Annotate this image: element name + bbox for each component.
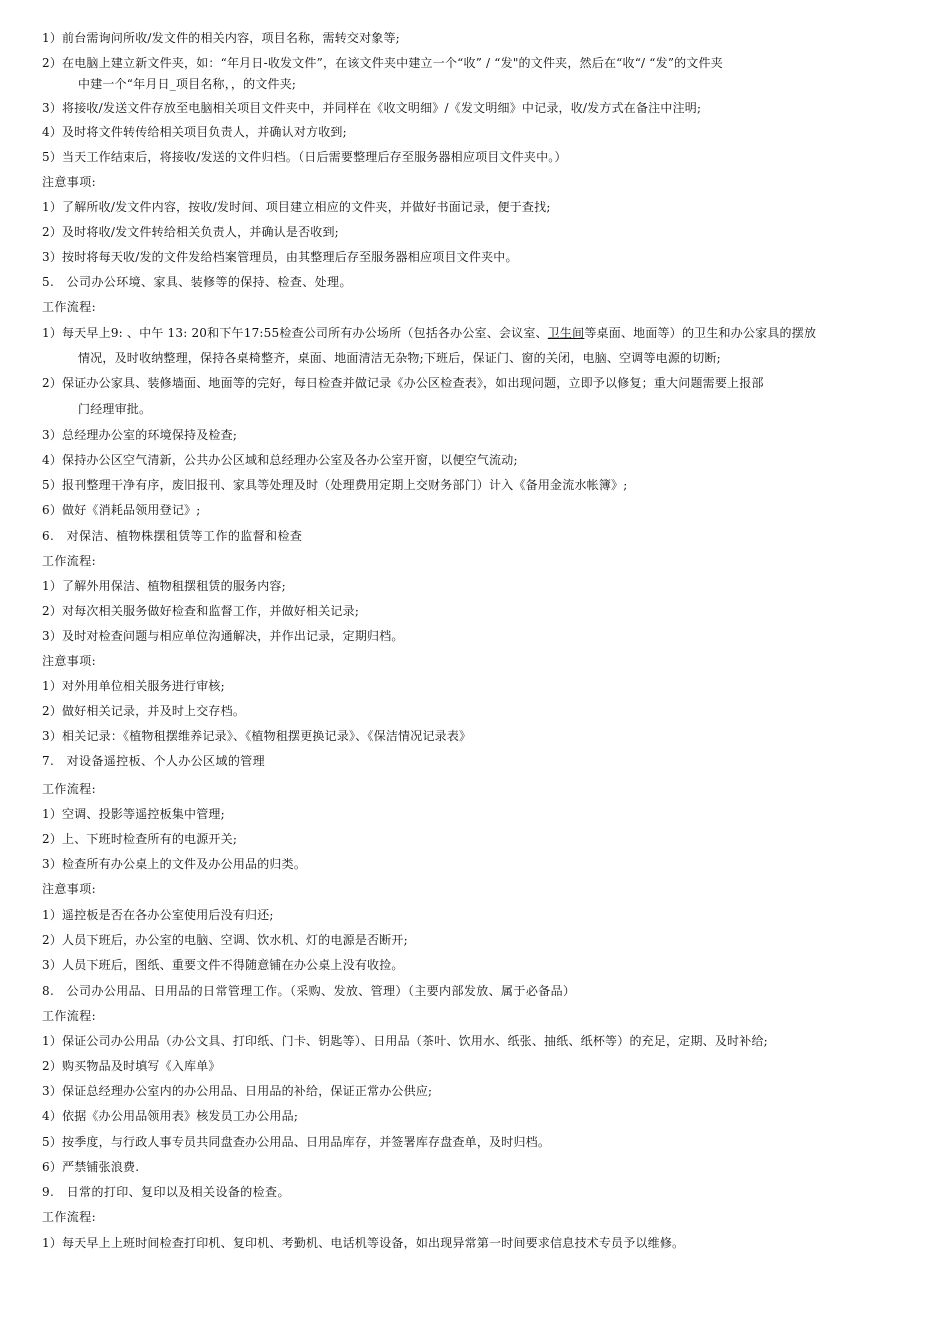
text-line: 6）严禁铺张浪费. — [42, 1160, 140, 1174]
text-line: 1）每天早上上班时间检查打印机、复印机、考勤机、电话机等设备，如出现异常第一时间要求信息技术专员予以维修。 — [42, 1236, 685, 1250]
section-label: 工作流程: — [42, 1009, 97, 1023]
text-line: 3）保证总经理办公室内的办公用品、日用品的补给，保证正常办公供应; — [42, 1084, 433, 1098]
text-line: 1）空调、投影等遥控板集中管理; — [42, 807, 225, 821]
text-line: 2）对每次相关服务做好检查和监督工作，并做好相关记录; — [42, 604, 360, 618]
text-line: 4）及时将文件转传给相关项目负责人，并确认对方收到; — [42, 125, 347, 139]
text-line: 门经理审批。 — [78, 402, 152, 416]
section-heading: 8. 公司办公用品、日用品的日常管理工作。（采购、发放、管理）（主要内部发放、属于必备品） — [42, 984, 576, 998]
text-line: 3）检查所有办公桌上的文件及办公用品的归类。 — [42, 857, 307, 871]
text-line: 1）了解所收/发文件内容，按收/发时间、项目建立相应的文件夹，并做好书面记录，便于查找; — [42, 200, 551, 214]
section-label: 工作流程: — [42, 782, 97, 796]
text-line: 3）将接收/发送文件存放至电脑相关项目文件夹中，并同样在《收文明细》/《发文明细》中记录，收/发方式在备注中注明; — [42, 101, 702, 115]
text-line: 4）依据《办公用品领用表》核发员工办公用品; — [42, 1109, 299, 1123]
text-line: 4）保持办公区空气清新，公共办公区域和总经理办公室及各办公室开窗，以便空气流动; — [42, 453, 518, 467]
text-line: 1）对外用单位相关服务进行审核; — [42, 679, 225, 693]
text-line: 5）按季度，与行政人事专员共同盘查办公用品、日用品库存，并签署库存盘查单，及时归档。 — [42, 1135, 551, 1149]
text-segment: 等桌面、地面等）的卫生和办公家具的摆放 — [584, 326, 817, 340]
text-line: 2）保证办公家具、装修墙面、地面等的完好，每日检查并做记录《办公区检查表》，如出现问题，立即予以修复；重大问题需要上报部 — [42, 376, 764, 390]
text-line: 2）及时将收/发文件转给相关负责人，并确认是否收到; — [42, 225, 339, 239]
text-line: 6）做好《消耗品领用登记》; — [42, 503, 201, 517]
text-line — [42, 325, 922, 341]
text-line: 1）前台需询问所收/发文件的相关内容，项目名称，需转交对象等; — [42, 31, 400, 45]
section-heading: 7. 对设备遥控板、个人办公区域的管理 — [42, 754, 266, 768]
text-line: 3）及时对检查问题与相应单位沟通解决，并作出记录，定期归档。 — [42, 629, 404, 643]
section-heading: 5. 公司办公环境、家具、装修等的保持、检查、处理。 — [42, 275, 352, 289]
text-line: 情况，及时收纳整理，保持各桌椅整齐，桌面、地面清洁无杂物;下班后，保证门、窗的关闭，电脑、空调等电源的切断; — [78, 351, 721, 365]
text-line: 2）做好相关记录，并及时上交存档。 — [42, 704, 246, 718]
text-line: 中建一个“年月日_项目名称，，的文件夹; — [78, 77, 297, 91]
section-label: 注意事项: — [42, 882, 97, 896]
section-label: 注意事项: — [42, 175, 97, 189]
text-line: 1）保证公司办公用品（办公文具、打印纸、门卡、钥匙等）、日用品（茶叶、饮用水、纸张、抽纸、纸杯等）的充足，定期、及时补给; — [42, 1034, 768, 1048]
text-line: 5）报刊整理干净有序，废旧报刊、家具等处理及时（处理费用定期上交财务部门）计入《备用金流水帐簿》; — [42, 478, 628, 492]
section-label: 工作流程: — [42, 300, 97, 314]
text-line: 3）按时将每天收/发的文件发给档案管理员，由其整理后存至服务器相应项目文件夹中。 — [42, 250, 518, 264]
section-label: 工作流程: — [42, 554, 97, 568]
text-line: 2）购买物品及时填写《入库单》 — [42, 1059, 221, 1073]
text-line: 5）当天工作结束后，将接收/发送的文件归档。（日后需要整理后存至服务器相应项目文件夹中。） — [42, 150, 567, 164]
text-line: 2）人员下班后，办公室的电脑、空调、饮水机、灯的电源是否断开; — [42, 933, 408, 947]
text-line: 3）总经理办公室的环境保持及检查; — [42, 428, 238, 442]
text-line: 2）上、下班时检查所有的电源开关; — [42, 832, 238, 846]
text-line: 1）遥控板是否在各办公室使用后没有归还; — [42, 908, 274, 922]
underlined-term: 卫生间 — [547, 326, 585, 340]
text-line: 1）了解外用保洁、植物租摆租赁的服务内容; — [42, 579, 286, 593]
text-line: 3）相关记录：《植物租摆维养记录》、《植物租摆更换记录》、《保洁情况记录表》 — [42, 729, 472, 743]
text-segment: 1）每天早上9: 、中午 13: 20和下午17:55检查公司所有办公场所（包括各办公室、会议室、 — [42, 326, 548, 340]
text-line: 2）在电脑上建立新文件夹，如：“年月日-收发文件”，在该文件夹中建立一个“收” / “发"的文件夹，然后在“收“/ “发”的文件夹 — [42, 56, 723, 70]
section-label: 注意事项: — [42, 654, 97, 668]
section-heading: 6. 对保洁、植物株摆租赁等工作的监督和检查 — [42, 529, 303, 543]
section-heading: 9. 日常的打印、复印以及相关设备的检查。 — [42, 1185, 290, 1199]
section-label: 工作流程: — [42, 1210, 97, 1224]
text-line: 3）人员下班后，图纸、重要文件不得随意铺在办公桌上没有收捡。 — [42, 958, 404, 972]
